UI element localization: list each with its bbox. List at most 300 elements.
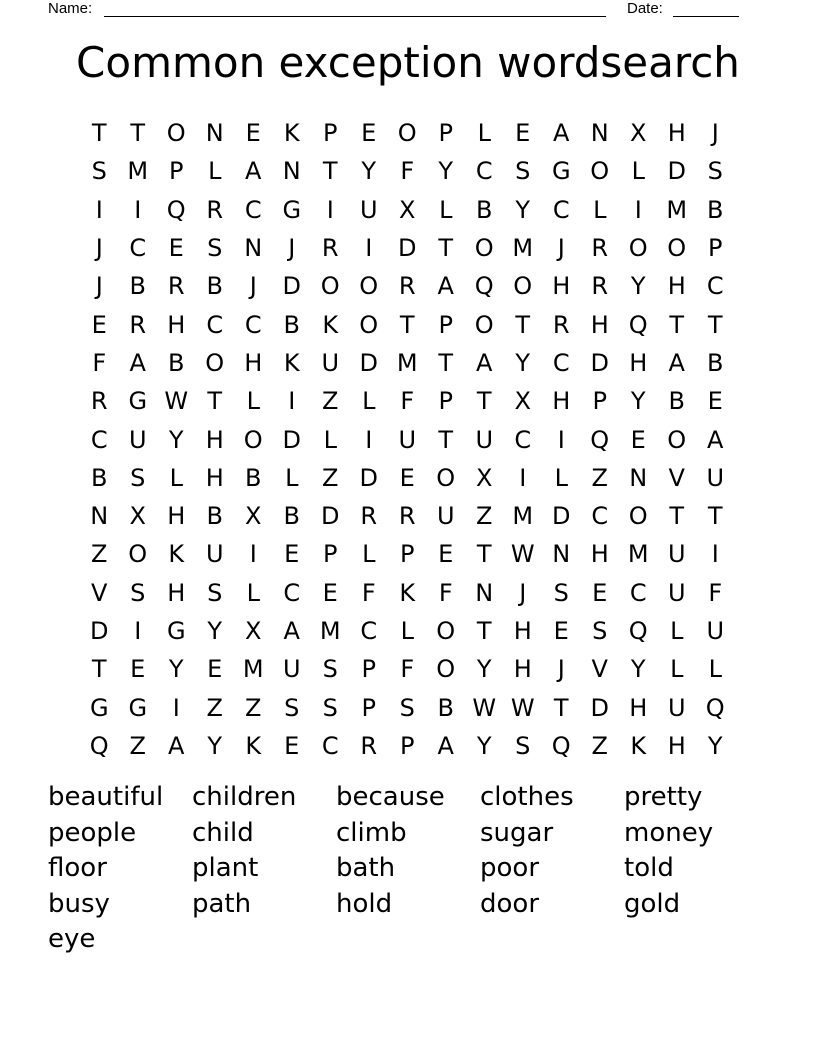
grid-cell: N <box>552 540 571 569</box>
grid-cell: B <box>91 463 108 492</box>
grid-cell: A <box>668 348 685 377</box>
grid-cell: E <box>168 234 184 263</box>
grid-cell: L <box>670 617 684 645</box>
grid-cell: H <box>513 655 532 684</box>
grid-cell: D <box>282 272 301 301</box>
grid-cell: Q <box>705 693 725 722</box>
grid-cell: K <box>283 119 300 148</box>
grid-cell: Y <box>207 617 223 645</box>
grid-cell: P <box>708 234 723 263</box>
grid-cell: B <box>437 693 454 722</box>
grid-cell: C <box>514 425 532 454</box>
grid-cell: A <box>168 731 185 760</box>
grid-cell: L <box>285 463 299 492</box>
word-list-item: eye <box>48 924 96 954</box>
word-list-item: busy <box>48 888 110 919</box>
grid-cell: O <box>436 655 456 684</box>
grid-cell: D <box>667 157 686 186</box>
name-field <box>104 0 606 17</box>
grid-cell: E <box>245 119 261 148</box>
grid-cell: I <box>249 540 257 569</box>
grid-cell: Z <box>322 463 339 492</box>
word-list-item: told <box>624 853 674 883</box>
grid-cell: H <box>590 540 609 569</box>
grid-cell: X <box>245 617 262 645</box>
grid-cell: R <box>591 234 609 263</box>
grid-cell: O <box>397 119 417 148</box>
grid-cell: B <box>283 502 300 531</box>
grid-cell: D <box>90 617 109 645</box>
grid-cell: U <box>321 348 340 377</box>
grid-cell: A <box>283 617 300 645</box>
grid-cell: J <box>557 234 565 263</box>
grid-cell: U <box>667 540 686 569</box>
grid-cell: N <box>590 119 609 148</box>
grid-cell: G <box>128 693 148 722</box>
grid-cell: L <box>246 387 260 416</box>
grid-cell: G <box>128 387 148 416</box>
grid-cell: E <box>707 387 723 416</box>
grid-cell: C <box>283 578 301 607</box>
grid-cell: S <box>515 157 531 186</box>
grid-cell: Y <box>630 387 646 416</box>
grid-cell: T <box>707 310 723 339</box>
grid-cell: S <box>322 655 338 684</box>
grid-cell: C <box>321 731 339 760</box>
grid-cell: X <box>476 463 493 492</box>
grid-cell: E <box>322 578 338 607</box>
grid-cell: S <box>707 157 723 186</box>
grid-cell: L <box>246 578 260 607</box>
grid-cell: C <box>475 157 493 186</box>
grid-cell: Z <box>591 731 608 760</box>
grid-cell: Z <box>476 502 493 531</box>
word-list-item: people <box>48 817 137 848</box>
grid-cell: S <box>322 693 338 722</box>
grid-cell: Q <box>474 272 494 301</box>
grid-cell: L <box>708 655 722 684</box>
grid-cell: O <box>128 540 148 569</box>
grid-cell: B <box>707 348 724 377</box>
word-list-item: plant <box>192 853 259 883</box>
grid-cell: C <box>90 425 108 454</box>
grid-cell: G <box>551 157 571 186</box>
grid-cell: I <box>365 425 373 454</box>
grid-cell: L <box>169 463 183 492</box>
grid-cell: O <box>474 310 494 339</box>
grid-cell: Y <box>476 731 492 760</box>
grid-cell: M <box>242 655 264 684</box>
grid-cell: O <box>628 502 648 531</box>
grid-cell: S <box>91 157 107 186</box>
word-list-item: hold <box>336 888 393 919</box>
grid-cell: S <box>130 578 146 607</box>
grid-cell: H <box>167 578 186 607</box>
grid-cell: R <box>591 272 609 301</box>
grid-cell: V <box>91 578 108 607</box>
grid-cell: I <box>519 463 527 492</box>
grid-cell: T <box>669 502 685 531</box>
grid-cell: L <box>208 157 222 186</box>
grid-cell: H <box>629 348 648 377</box>
grid-cell: I <box>634 195 642 224</box>
grid-cell: T <box>322 157 338 186</box>
grid-cell: E <box>553 617 569 645</box>
grid-cell: D <box>359 463 378 492</box>
grid-cell: M <box>127 157 149 186</box>
letter-grid <box>80 114 735 765</box>
grid-cell: K <box>322 310 339 339</box>
grid-cell: F <box>92 348 107 377</box>
grid-cell: J <box>288 234 296 263</box>
grid-cell: B <box>707 195 724 224</box>
grid-cell: U <box>706 463 725 492</box>
grid-cell: J <box>711 119 719 148</box>
grid-cell: X <box>399 195 416 224</box>
date-field <box>673 0 739 17</box>
grid-cell: C <box>591 502 609 531</box>
grid-cell: B <box>283 310 300 339</box>
grid-cell: N <box>629 463 648 492</box>
grid-cell: B <box>206 272 223 301</box>
grid-cell: U <box>706 617 725 645</box>
grid-cell: R <box>206 195 224 224</box>
grid-cell: Z <box>591 463 608 492</box>
grid-cell: O <box>513 272 533 301</box>
grid-cell: B <box>129 272 146 301</box>
grid-cell: C <box>629 578 647 607</box>
grid-cell: S <box>284 693 300 722</box>
grid-cell: Z <box>91 540 108 569</box>
word-list-item: money <box>624 817 714 848</box>
grid-cell: M <box>512 234 534 263</box>
grid-cell: E <box>130 655 146 684</box>
grid-cell: Q <box>590 425 610 454</box>
grid-cell: O <box>359 310 379 339</box>
grid-cell: T <box>438 425 454 454</box>
grid-cell: K <box>168 540 185 569</box>
grid-cell: Y <box>515 195 531 224</box>
grid-cell: C <box>244 310 262 339</box>
grid-cell: G <box>89 693 109 722</box>
grid-cell: W <box>164 387 189 416</box>
grid-cell: U <box>282 655 301 684</box>
grid-cell: L <box>439 195 453 224</box>
grid-cell: P <box>323 540 338 569</box>
grid-cell: F <box>400 655 415 684</box>
word-list-item: clothes <box>480 782 574 812</box>
grid-cell: R <box>360 502 378 531</box>
word-list-item: beautiful <box>48 782 164 812</box>
word-list-item: door <box>480 888 540 919</box>
grid-cell: I <box>134 195 142 224</box>
grid-cell: Y <box>707 731 723 760</box>
grid-cell: X <box>514 387 531 416</box>
grid-cell: R <box>360 731 378 760</box>
grid-cell: T <box>515 310 531 339</box>
grid-cell: T <box>130 119 146 148</box>
grid-cell: Y <box>630 655 646 684</box>
grid-cell: T <box>438 234 454 263</box>
page-title: Common exception wordsearch <box>76 38 740 87</box>
grid-cell: H <box>667 119 686 148</box>
grid-cell: L <box>554 463 568 492</box>
grid-cell: X <box>245 502 262 531</box>
grid-cell: O <box>436 617 456 645</box>
grid-cell: Q <box>551 731 571 760</box>
grid-cell: Y <box>515 348 531 377</box>
word-list-item: sugar <box>480 817 554 848</box>
grid-cell: H <box>205 425 224 454</box>
grid-cell: F <box>400 387 415 416</box>
grid-cell: T <box>476 617 492 645</box>
grid-cell: O <box>243 425 263 454</box>
grid-cell: A <box>245 157 262 186</box>
grid-cell: I <box>365 234 373 263</box>
grid-cell: P <box>438 119 453 148</box>
grid-cell: S <box>207 578 223 607</box>
grid-cell: S <box>207 234 223 263</box>
grid-cell: M <box>627 540 649 569</box>
grid-cell: X <box>129 502 146 531</box>
grid-cell: L <box>631 157 645 186</box>
date-label: Date: <box>627 0 663 17</box>
grid-cell: E <box>438 540 454 569</box>
grid-cell: S <box>515 731 531 760</box>
grid-cell: P <box>169 157 184 186</box>
grid-cell: Q <box>89 731 109 760</box>
grid-cell: N <box>205 119 224 148</box>
word-list-item: because <box>336 782 445 812</box>
grid-cell: K <box>245 731 262 760</box>
grid-cell: M <box>396 348 418 377</box>
grid-cell: F <box>708 578 723 607</box>
grid-cell: S <box>592 617 608 645</box>
grid-cell: F <box>438 578 453 607</box>
grid-cell: E <box>284 731 300 760</box>
grid-cell: T <box>91 655 107 684</box>
grid-cell: Q <box>166 195 186 224</box>
grid-cell: U <box>128 425 147 454</box>
grid-cell: E <box>592 578 608 607</box>
grid-cell: L <box>362 540 376 569</box>
grid-cell: M <box>319 617 341 645</box>
grid-cell: T <box>207 387 223 416</box>
grid-cell: K <box>630 731 647 760</box>
grid-cell: H <box>513 617 532 645</box>
grid-cell: X <box>630 119 647 148</box>
grid-cell: K <box>399 578 416 607</box>
grid-cell: L <box>670 655 684 684</box>
grid-cell: D <box>552 502 571 531</box>
grid-cell: U <box>359 195 378 224</box>
grid-cell: D <box>321 502 340 531</box>
grid-cell: P <box>438 387 453 416</box>
grid-cell: B <box>168 348 185 377</box>
grid-cell: O <box>667 425 687 454</box>
grid-cell: F <box>400 157 415 186</box>
grid-cell: F <box>361 578 376 607</box>
grid-cell: J <box>95 272 103 301</box>
grid-cell: Y <box>438 157 454 186</box>
grid-cell: A <box>129 348 146 377</box>
grid-cell: J <box>95 234 103 263</box>
grid-cell: I <box>557 425 565 454</box>
grid-cell: Y <box>630 272 646 301</box>
grid-cell: O <box>205 348 225 377</box>
grid-cell: Z <box>245 693 262 722</box>
grid-cell: W <box>510 540 535 569</box>
grid-cell: H <box>167 502 186 531</box>
grid-cell: H <box>552 387 571 416</box>
grid-cell: O <box>628 234 648 263</box>
grid-cell: B <box>245 463 262 492</box>
grid-cell: D <box>590 348 609 377</box>
grid-cell: V <box>668 463 685 492</box>
grid-cell: L <box>477 119 491 148</box>
grid-cell: I <box>711 540 719 569</box>
word-list-item: child <box>192 817 254 848</box>
grid-cell: Y <box>361 157 377 186</box>
grid-cell: N <box>244 234 263 263</box>
grid-cell: E <box>284 540 300 569</box>
grid-cell: Y <box>476 655 492 684</box>
grid-cell: C <box>552 348 570 377</box>
grid-cell: J <box>557 655 565 684</box>
grid-cell: K <box>283 348 300 377</box>
grid-cell: R <box>398 272 416 301</box>
grid-cell: I <box>134 617 142 645</box>
grid-cell: R <box>321 234 339 263</box>
grid-cell: Y <box>207 731 223 760</box>
grid-cell: J <box>519 578 527 607</box>
grid-cell: L <box>323 425 337 454</box>
header-line <box>0 0 816 20</box>
grid-cell: S <box>553 578 569 607</box>
grid-cell: P <box>400 540 415 569</box>
grid-cell: A <box>476 348 493 377</box>
grid-cell: S <box>130 463 146 492</box>
grid-cell: U <box>436 502 455 531</box>
grid-cell: O <box>436 463 456 492</box>
grid-cell: W <box>472 693 497 722</box>
name-label: Name: <box>48 0 93 17</box>
word-list <box>48 780 768 958</box>
grid-cell: B <box>206 502 223 531</box>
word-list-item: bath <box>336 853 396 883</box>
grid-cell: W <box>510 693 535 722</box>
grid-cell: I <box>288 387 296 416</box>
grid-cell: H <box>167 310 186 339</box>
grid-cell: C <box>129 234 147 263</box>
grid-cell: D <box>590 693 609 722</box>
grid-cell: C <box>244 195 262 224</box>
grid-cell: E <box>207 655 223 684</box>
grid-cell: L <box>362 387 376 416</box>
grid-cell: H <box>205 463 224 492</box>
grid-cell: J <box>249 272 257 301</box>
grid-cell: T <box>669 310 685 339</box>
grid-cell: C <box>552 195 570 224</box>
grid-cell: G <box>166 617 186 645</box>
grid-cell: Q <box>628 310 648 339</box>
grid-cell: N <box>90 502 109 531</box>
grid-cell: R <box>90 387 108 416</box>
grid-cell: A <box>553 119 570 148</box>
grid-cell: V <box>591 655 608 684</box>
grid-cell: C <box>706 272 724 301</box>
grid-cell: E <box>399 463 415 492</box>
grid-cell: R <box>552 310 570 339</box>
grid-cell: U <box>667 693 686 722</box>
grid-cell: E <box>361 119 377 148</box>
grid-cell: R <box>398 502 416 531</box>
grid-cell: H <box>244 348 263 377</box>
grid-cell: L <box>593 195 607 224</box>
grid-cell: Y <box>168 655 184 684</box>
grid-cell: Y <box>168 425 184 454</box>
grid-cell: L <box>400 617 414 645</box>
grid-cell: P <box>361 693 376 722</box>
grid-cell: A <box>707 425 724 454</box>
grid-cell: P <box>400 731 415 760</box>
grid-cell: P <box>361 655 376 684</box>
grid-cell: U <box>398 425 417 454</box>
grid-cell: T <box>476 540 492 569</box>
grid-cell: I <box>172 693 180 722</box>
grid-cell: O <box>590 157 610 186</box>
grid-cell: Z <box>129 731 146 760</box>
grid-cell: C <box>206 310 224 339</box>
grid-cell: P <box>438 310 453 339</box>
grid-cell: E <box>630 425 646 454</box>
grid-cell: U <box>667 578 686 607</box>
grid-cell: H <box>667 731 686 760</box>
word-list-item: path <box>192 888 252 919</box>
grid-cell: N <box>282 157 301 186</box>
grid-cell: H <box>552 272 571 301</box>
grid-cell: U <box>205 540 224 569</box>
grid-cell: A <box>437 272 454 301</box>
grid-cell: M <box>512 502 534 531</box>
grid-cell: D <box>359 348 378 377</box>
grid-cell: O <box>320 272 340 301</box>
grid-cell: B <box>476 195 493 224</box>
grid-cell: P <box>323 119 338 148</box>
grid-cell: T <box>91 119 107 148</box>
grid-cell: C <box>360 617 378 645</box>
word-list-item: children <box>192 782 297 812</box>
grid-cell: A <box>437 731 454 760</box>
grid-cell: E <box>515 119 531 148</box>
grid-cell: O <box>359 272 379 301</box>
grid-cell: I <box>326 195 334 224</box>
grid-cell: B <box>668 387 685 416</box>
word-list-item: poor <box>480 853 540 883</box>
grid-cell: O <box>474 234 494 263</box>
word-list-item: gold <box>624 888 681 919</box>
grid-cell: T <box>399 310 415 339</box>
grid-cell: I <box>95 195 103 224</box>
grid-cell: M <box>666 195 688 224</box>
word-list-item: climb <box>336 817 407 848</box>
grid-cell: Q <box>628 617 648 645</box>
grid-cell: Z <box>206 693 223 722</box>
grid-cell: T <box>707 502 723 531</box>
grid-cell: P <box>592 387 607 416</box>
grid-cell: T <box>553 693 569 722</box>
grid-cell: D <box>398 234 417 263</box>
